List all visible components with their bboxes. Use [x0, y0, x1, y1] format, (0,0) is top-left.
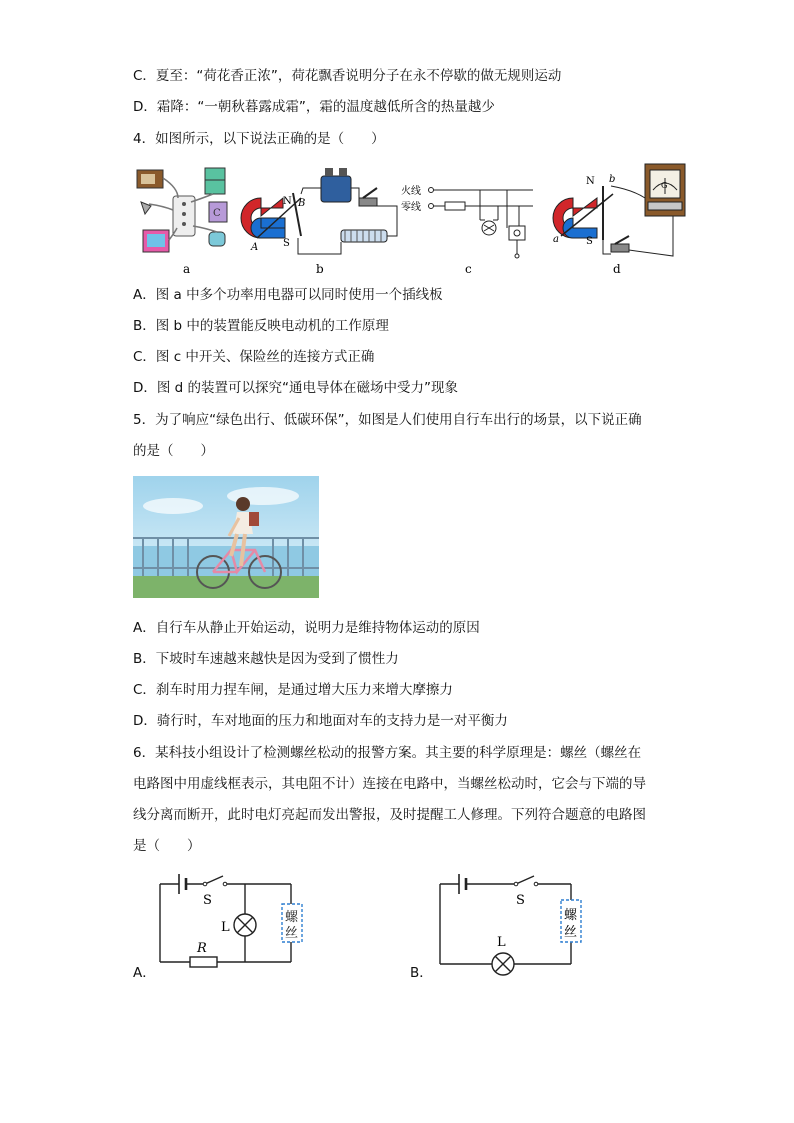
caption-d: d — [613, 262, 621, 276]
option-4d: D．图 d 的装置可以探究“通电导体在磁场中受力”现象 — [133, 380, 459, 396]
circuit-a-option-label: A． — [133, 965, 156, 981]
question-6-stem-line3: 线分离而断开，此时电灯亮起而发出警报，及时提醒工人修理。下列符合题意的电路图 — [133, 807, 646, 823]
svg-text:G: G — [661, 181, 668, 190]
d-label-b: b — [609, 174, 616, 185]
panel-c-circuit — [429, 188, 534, 259]
question-6-stem-line2: 电路图中用虚线框表示，其电阻不计）连接在电路中，当螺丝松动时，它会与下端的导 — [133, 776, 646, 792]
circuit-a-screw-char2: 丝 — [285, 926, 299, 941]
figure-4 — [133, 158, 693, 276]
option-3c: C．夏至：“荷花香正浓”，荷花飘香说明分子在永不停歇的做无规则运动 — [133, 68, 562, 84]
option-5b: B．下坡时车速越来越快是因为受到了惯性力 — [133, 651, 399, 667]
b-label-s: S — [283, 238, 290, 249]
b-label-a: A — [251, 242, 259, 253]
circuit-a-resistor-label: R — [197, 941, 207, 956]
panel-a-appliances — [137, 168, 227, 252]
question-6-stem-line4: 是（ ） — [133, 838, 201, 854]
option-3d: D．霜降：“一朝秋暮露成霜”，霜的温度越低所含的热量越少 — [133, 99, 495, 115]
option-5c: C．刹车时用力捏车闸，是通过增大压力来增大摩擦力 — [133, 682, 453, 698]
b-label-b: B — [298, 198, 306, 209]
question-4-stem: 4．如图所示，以下说法正确的是（ ） — [133, 131, 385, 147]
circuit-b-screw-char1: 螺 — [564, 908, 578, 923]
b-label-n: N — [283, 196, 292, 207]
figure-5-cyclist-image — [133, 476, 319, 598]
caption-b: b — [316, 262, 324, 276]
option-5d: D．骑行时，车对地面的压力和地面对车的支持力是一对平衡力 — [133, 713, 508, 729]
d-label-a: a — [553, 234, 559, 245]
circuit-a-switch-label: S — [203, 893, 212, 908]
circuit-b-lamp-label: L — [497, 935, 506, 950]
d-label-n: N — [586, 176, 595, 187]
question-5-stem-line2: 的是（ ） — [133, 443, 214, 459]
circuit-a-lamp-label: L — [221, 920, 230, 935]
circuit-b-screw-char2: 丝 — [564, 925, 578, 940]
circuit-a-diagram — [155, 872, 315, 972]
caption-c: c — [465, 262, 472, 276]
circuit-a-screw-char1: 螺 — [285, 910, 299, 925]
c-label-live: 火线 — [401, 186, 421, 197]
circuit-b-diagram — [438, 872, 598, 977]
question-5-stem-line1: 5．为了响应“绿色出行、低碳环保”，如图是人们使用自行车出行的场景，以下说正确 — [133, 412, 642, 428]
panel-d-apparatus — [553, 164, 685, 256]
circuit-b-option-label: B． — [410, 965, 433, 981]
option-5a: A．自行车从静止开始运动，说明力是维持物体运动的原因 — [133, 620, 480, 636]
question-6-stem-line1: 6．某科技小组设计了检测螺丝松动的报警方案。其主要的科学原理是：螺丝（螺丝在 — [133, 745, 642, 761]
c-label-neutral: 零线 — [401, 202, 421, 213]
option-4b: B．图 b 中的装置能反映电动机的工作原理 — [133, 318, 389, 334]
caption-a: a — [183, 262, 191, 276]
svg-text:C: C — [213, 208, 221, 219]
panel-b-apparatus — [241, 168, 397, 254]
option-4c: C．图 c 中开关、保险丝的连接方式正确 — [133, 349, 375, 365]
option-4a: A．图 a 中多个功率用电器可以同时使用一个插线板 — [133, 287, 443, 303]
figure-4-svg — [133, 158, 693, 276]
circuit-b-switch-label: S — [516, 893, 525, 908]
d-label-s: S — [586, 236, 593, 247]
circuit-a-resistor — [190, 957, 217, 967]
